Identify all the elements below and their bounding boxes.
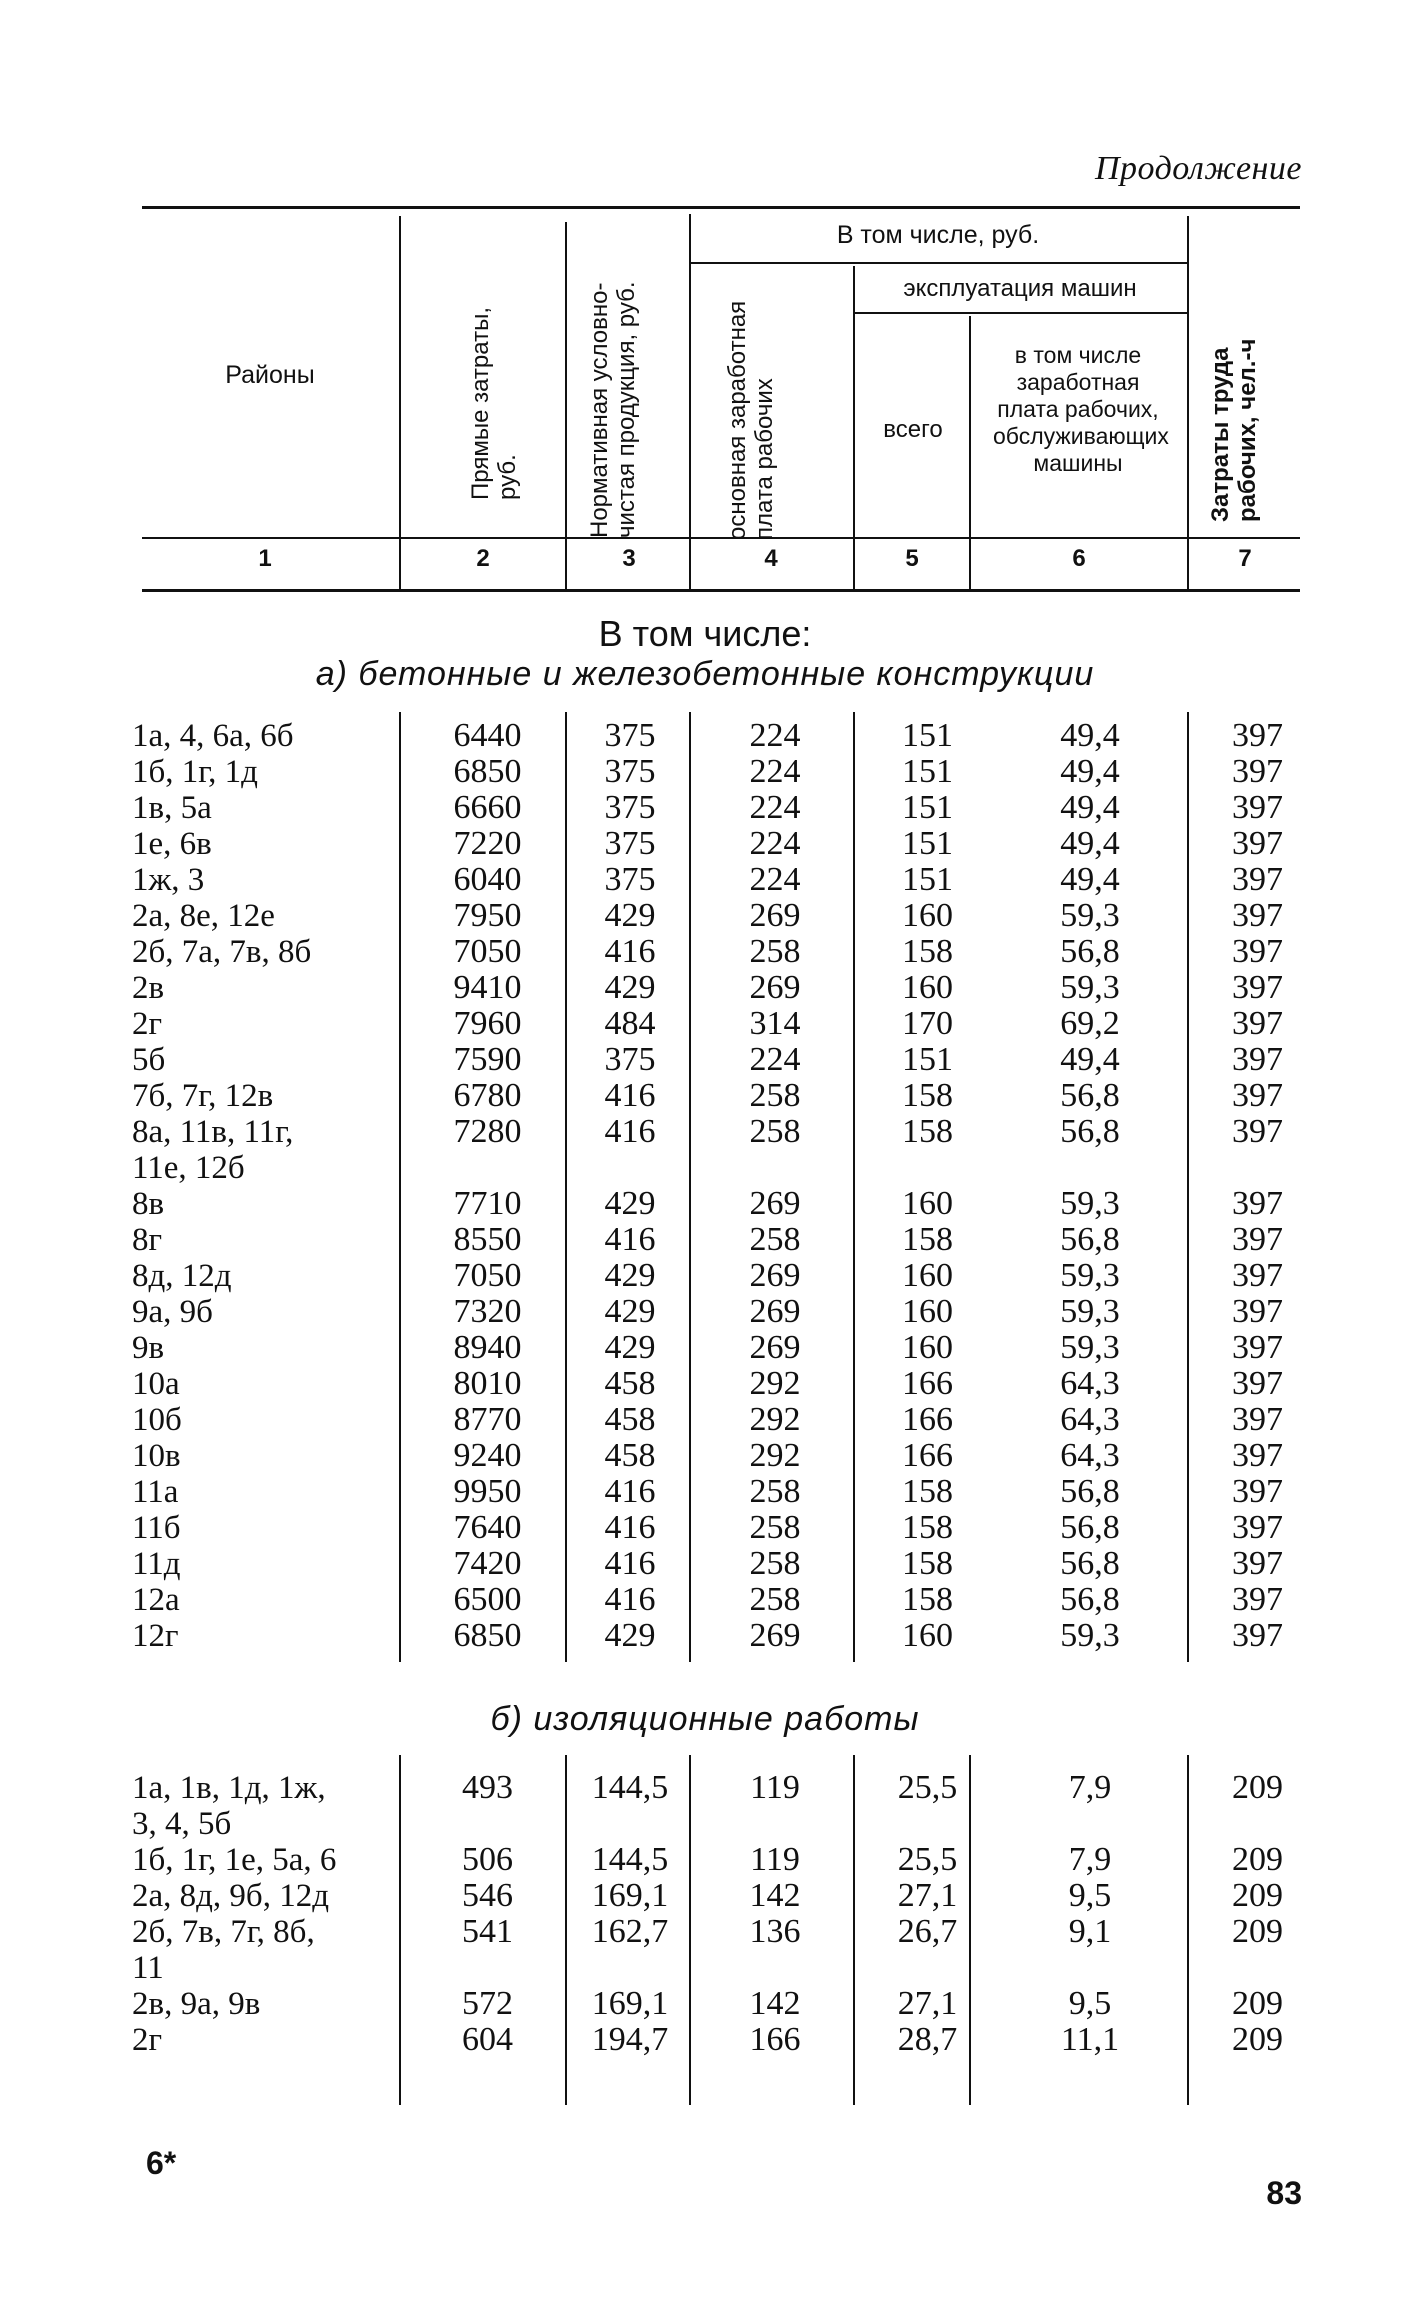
cell-labor-costs: 397	[1232, 1005, 1283, 1042]
cell-labor-costs: 209	[1232, 1841, 1283, 1878]
cell-labor-costs: 209	[1232, 2021, 1283, 2058]
table-row	[0, 1222, 1410, 1258]
cell-normative-product: 429	[604, 969, 656, 1006]
cell-direct-costs: 7320	[453, 1293, 522, 1330]
cell-district: 12а	[132, 1582, 180, 1618]
cell-normative-product: 375	[604, 825, 656, 862]
colnum-2: 2	[476, 545, 490, 572]
cell-machine-total: 170	[902, 1005, 953, 1042]
cell-normative-product: 416	[604, 1113, 656, 1150]
table-row	[0, 1618, 1410, 1654]
cell-normative-product: 144,5	[591, 1769, 669, 1806]
cell-base-wage: 166	[749, 2021, 801, 2058]
cell-labor-costs: 397	[1232, 1221, 1283, 1258]
cell-district: 1в, 5а	[132, 790, 212, 826]
cell-machine-total: 151	[902, 1041, 953, 1078]
cell-machine-wage: 59,3	[1060, 897, 1120, 934]
cell-normative-product: 429	[604, 1617, 656, 1654]
cell-machine-total: 27,1	[897, 1985, 958, 2022]
cell-machine-wage: 64,3	[1060, 1365, 1120, 1402]
cell-district: 2г	[132, 1006, 163, 1042]
table-row	[0, 1114, 1410, 1186]
cell-district: 2а, 8д, 9б, 12д	[132, 1878, 330, 1914]
cell-direct-costs: 7420	[453, 1545, 522, 1582]
header-machine-operation: эксплуатация машин	[903, 275, 1137, 302]
cell-base-wage: 224	[749, 717, 801, 754]
cell-machine-wage: 49,4	[1060, 717, 1120, 754]
cell-labor-costs: 209	[1232, 1769, 1283, 1806]
cell-base-wage: 258	[749, 1581, 801, 1618]
cell-district: 9в	[132, 1330, 165, 1366]
cell-normative-product: 458	[604, 1437, 656, 1474]
cell-labor-costs: 397	[1232, 933, 1283, 970]
cell-base-wage: 258	[749, 1221, 801, 1258]
cell-base-wage: 224	[749, 861, 801, 898]
cell-direct-costs: 7640	[453, 1509, 522, 1546]
page-number: 83	[1266, 2175, 1302, 2211]
cell-direct-costs: 6040	[453, 861, 522, 898]
cell-district: 8а, 11в, 11г, 11е, 12б	[132, 1114, 294, 1186]
cell-machine-wage: 59,3	[1060, 1185, 1120, 1222]
cell-base-wage: 142	[749, 1985, 801, 2022]
cell-base-wage: 224	[749, 753, 801, 790]
cell-normative-product: 375	[604, 1041, 656, 1078]
cell-labor-costs: 397	[1232, 969, 1283, 1006]
cell-normative-product: 484	[604, 1005, 656, 1042]
table-row	[0, 1986, 1410, 2022]
cell-district: 11а	[132, 1474, 179, 1510]
cell-district: 10б	[132, 1402, 182, 1438]
section-b-title: б) изоляционные работы	[490, 1700, 920, 1738]
cell-district: 2в, 9а, 9в	[132, 1986, 261, 2022]
cell-direct-costs: 9410	[453, 969, 522, 1006]
cell-machine-wage: 9,5	[1068, 1985, 1112, 2022]
cell-labor-costs: 397	[1232, 1077, 1283, 1114]
table-row	[0, 1878, 1410, 1914]
cell-district: 1а, 1в, 1д, 1ж, 3, 4, 5б	[132, 1770, 326, 1842]
cell-machine-wage: 59,3	[1060, 1257, 1120, 1294]
cell-labor-costs: 397	[1232, 825, 1283, 862]
cell-machine-wage: 69,2	[1060, 1005, 1120, 1042]
cell-district: 1а, 4, 6а, 6б	[132, 718, 294, 754]
cell-direct-costs: 7950	[453, 897, 522, 934]
table-row	[0, 1842, 1410, 1878]
cell-normative-product: 416	[604, 1509, 656, 1546]
cell-machine-total: 166	[902, 1437, 953, 1474]
table-row	[0, 1042, 1410, 1078]
cell-normative-product: 375	[604, 861, 656, 898]
cell-machine-total: 25,5	[897, 1769, 958, 1806]
cell-labor-costs: 397	[1232, 1401, 1283, 1438]
cell-machine-wage: 56,8	[1060, 1545, 1120, 1582]
table-row	[0, 1770, 1410, 1842]
cell-base-wage: 258	[749, 1545, 801, 1582]
header-vline-2	[565, 222, 567, 589]
cell-labor-costs: 397	[1232, 1581, 1283, 1618]
cell-machine-total: 160	[902, 1293, 953, 1330]
cell-normative-product: 169,1	[591, 1985, 669, 2022]
cell-base-wage: 292	[749, 1437, 801, 1474]
cell-district: 9а, 9б	[132, 1294, 213, 1330]
cell-base-wage: 224	[749, 789, 801, 826]
cell-direct-costs: 7590	[453, 1041, 522, 1078]
cell-direct-costs: 8770	[453, 1401, 522, 1438]
cell-labor-costs: 397	[1232, 897, 1283, 934]
table-row	[0, 1582, 1410, 1618]
cell-machine-wage: 59,3	[1060, 1293, 1120, 1330]
cell-normative-product: 429	[604, 1257, 656, 1294]
cell-normative-product: 144,5	[591, 1841, 669, 1878]
cell-district: 11б	[132, 1510, 181, 1546]
header-vline-5	[969, 316, 971, 589]
colnum-7: 7	[1238, 545, 1252, 572]
cell-labor-costs: 397	[1232, 1365, 1283, 1402]
table-row	[0, 1006, 1410, 1042]
cell-direct-costs: 9240	[453, 1437, 522, 1474]
table-row	[0, 898, 1410, 934]
cell-machine-total: 158	[902, 933, 953, 970]
cell-machine-total: 28,7	[897, 2021, 958, 2058]
cell-direct-costs: 6850	[453, 1617, 522, 1654]
cell-direct-costs: 546	[462, 1877, 513, 1914]
table-row	[0, 1402, 1410, 1438]
cell-machine-total: 166	[902, 1365, 953, 1402]
cell-labor-costs: 397	[1232, 1545, 1283, 1582]
cell-direct-costs: 7710	[453, 1185, 522, 1222]
table-row	[0, 1186, 1410, 1222]
cell-district: 11д	[132, 1546, 181, 1582]
cell-machine-total: 158	[902, 1221, 953, 1258]
cell-base-wage: 269	[749, 969, 801, 1006]
printer-signature: 6*	[146, 2145, 177, 2181]
cell-base-wage: 119	[750, 1841, 800, 1878]
cell-direct-costs: 8010	[453, 1365, 522, 1402]
cell-base-wage: 292	[749, 1401, 801, 1438]
cell-machine-wage: 9,1	[1068, 1913, 1112, 1950]
cell-machine-wage: 49,4	[1060, 1041, 1120, 1078]
cell-machine-total: 151	[902, 753, 953, 790]
cell-labor-costs: 397	[1232, 1185, 1283, 1222]
table-row	[0, 826, 1410, 862]
cell-normative-product: 194,7	[591, 2021, 669, 2058]
cell-machine-total: 160	[902, 969, 953, 1006]
cell-machine-wage: 64,3	[1060, 1437, 1120, 1474]
table-row	[0, 934, 1410, 970]
cell-normative-product: 162,7	[591, 1913, 669, 1950]
cell-normative-product: 416	[604, 933, 656, 970]
table-row	[0, 1914, 1410, 1986]
cell-machine-total: 160	[902, 1617, 953, 1654]
cell-direct-costs: 6780	[453, 1077, 522, 1114]
cell-normative-product: 416	[604, 1545, 656, 1582]
cell-machine-total: 25,5	[897, 1841, 958, 1878]
header-top-rule	[142, 206, 1300, 209]
cell-labor-costs: 397	[1232, 753, 1283, 790]
cell-labor-costs: 209	[1232, 1877, 1283, 1914]
cell-direct-costs: 7960	[453, 1005, 522, 1042]
cell-direct-costs: 604	[462, 2021, 513, 2058]
cell-district: 8г	[132, 1222, 163, 1258]
colnum-1: 1	[258, 545, 272, 572]
cell-machine-total: 151	[902, 861, 953, 898]
cell-normative-product: 429	[604, 1185, 656, 1222]
cell-labor-costs: 397	[1232, 861, 1283, 898]
continuation-label: Продолжение	[1094, 150, 1302, 187]
cell-base-wage: 258	[749, 1113, 801, 1150]
cell-base-wage: 224	[749, 1041, 801, 1078]
cell-district: 5б	[132, 1042, 166, 1078]
cell-normative-product: 416	[604, 1077, 656, 1114]
cell-district: 2б, 7а, 7в, 8б	[132, 934, 312, 970]
cell-direct-costs: 9950	[453, 1473, 522, 1510]
cell-machine-total: 151	[902, 789, 953, 826]
cell-machine-total: 166	[902, 1401, 953, 1438]
cell-district: 2а, 8е, 12е	[132, 898, 275, 934]
cell-base-wage: 258	[749, 933, 801, 970]
table-row	[0, 1078, 1410, 1114]
cell-direct-costs: 6850	[453, 753, 522, 790]
table-row	[0, 1330, 1410, 1366]
cell-direct-costs: 506	[462, 1841, 513, 1878]
cell-normative-product: 458	[604, 1401, 656, 1438]
cell-machine-total: 158	[902, 1077, 953, 1114]
cell-base-wage: 224	[749, 825, 801, 862]
cell-machine-wage: 9,5	[1068, 1877, 1112, 1914]
cell-direct-costs: 6660	[453, 789, 522, 826]
cell-base-wage: 136	[749, 1913, 801, 1950]
cell-machine-wage: 11,1	[1060, 2021, 1120, 2058]
cell-normative-product: 416	[604, 1221, 656, 1258]
cell-normative-product: 429	[604, 1329, 656, 1366]
cell-base-wage: 269	[749, 1293, 801, 1330]
table-row	[0, 1438, 1410, 1474]
cell-district: 12г	[132, 1618, 179, 1654]
cell-normative-product: 375	[604, 753, 656, 790]
cell-labor-costs: 397	[1232, 1329, 1283, 1366]
cell-normative-product: 429	[604, 897, 656, 934]
cell-machine-wage: 59,3	[1060, 1329, 1120, 1366]
cell-direct-costs: 7280	[453, 1113, 522, 1150]
cell-machine-wage: 49,4	[1060, 789, 1120, 826]
table-row	[0, 790, 1410, 826]
cell-district: 2г	[132, 2022, 163, 2058]
cell-machine-total: 158	[902, 1581, 953, 1618]
cell-direct-costs: 6440	[453, 717, 522, 754]
cell-district: 10а	[132, 1366, 180, 1402]
cell-normative-product: 458	[604, 1365, 656, 1402]
header-total: всего	[883, 416, 943, 443]
cell-direct-costs: 541	[462, 1913, 513, 1950]
table-row	[0, 1366, 1410, 1402]
cell-labor-costs: 397	[1232, 1473, 1283, 1510]
cell-base-wage: 258	[749, 1473, 801, 1510]
cell-machine-wage: 7,9	[1068, 1841, 1112, 1878]
header-labor-costs: Затраты труда рабочих, чел.-ч	[1207, 338, 1261, 522]
cell-machine-total: 27,1	[897, 1877, 958, 1914]
table-row	[0, 1258, 1410, 1294]
cell-district: 1б, 1г, 1е, 5а, 6	[132, 1842, 337, 1878]
header-base-wage: основная заработная плата рабочих	[724, 300, 778, 540]
cell-machine-wage: 56,8	[1060, 1113, 1120, 1150]
cell-machine-wage: 64,3	[1060, 1401, 1120, 1438]
table-row	[0, 1510, 1410, 1546]
cell-normative-product: 375	[604, 789, 656, 826]
cell-machine-wage: 56,8	[1060, 933, 1120, 970]
cell-direct-costs: 493	[462, 1769, 513, 1806]
cell-labor-costs: 397	[1232, 1293, 1283, 1330]
cell-labor-costs: 209	[1232, 1985, 1283, 2022]
cell-normative-product: 169,1	[591, 1877, 669, 1914]
table-row	[0, 1294, 1410, 1330]
cell-direct-costs: 8550	[453, 1221, 522, 1258]
table-row	[0, 970, 1410, 1006]
cell-base-wage: 269	[749, 1185, 801, 1222]
table-row	[0, 718, 1410, 754]
cell-base-wage: 314	[749, 1005, 801, 1042]
cell-base-wage: 269	[749, 897, 801, 934]
cell-machine-total: 151	[902, 717, 953, 754]
header-machine-wage: в том числе заработная плата рабочих, обслуживающих машины	[993, 342, 1169, 476]
cell-machine-total: 158	[902, 1509, 953, 1546]
header-vline-4	[853, 266, 855, 589]
cell-base-wage: 269	[749, 1617, 801, 1654]
cell-direct-costs: 7220	[453, 825, 522, 862]
cell-labor-costs: 209	[1232, 1913, 1283, 1950]
header-group-incl: В том числе, руб.	[836, 221, 1040, 249]
cell-base-wage: 269	[749, 1257, 801, 1294]
cell-district: 2в	[132, 970, 165, 1006]
group-rule	[689, 262, 1187, 264]
cell-labor-costs: 397	[1232, 1257, 1283, 1294]
cell-machine-wage: 49,4	[1060, 825, 1120, 862]
cell-base-wage: 119	[750, 1769, 800, 1806]
cell-machine-wage: 56,8	[1060, 1509, 1120, 1546]
cell-machine-wage: 7,9	[1068, 1769, 1112, 1806]
section-a-pre: В том числе:	[598, 613, 812, 654]
cell-labor-costs: 397	[1232, 1509, 1283, 1546]
table-body-insulation	[0, 1770, 1410, 2058]
cell-direct-costs: 7050	[453, 1257, 522, 1294]
table-row	[0, 754, 1410, 790]
table-row	[0, 2022, 1410, 2058]
cell-base-wage: 292	[749, 1365, 801, 1402]
colnum-5: 5	[905, 545, 919, 572]
cell-labor-costs: 397	[1232, 1041, 1283, 1078]
cell-machine-total: 151	[902, 825, 953, 862]
cell-labor-costs: 397	[1232, 1617, 1283, 1654]
cell-normative-product: 416	[604, 1581, 656, 1618]
cell-base-wage: 258	[749, 1509, 801, 1546]
cell-labor-costs: 397	[1232, 789, 1283, 826]
cell-district: 2б, 7в, 7г, 8б, 11	[132, 1914, 315, 1986]
cell-district: 1б, 1г, 1д	[132, 754, 258, 790]
subgroup-rule	[853, 312, 1187, 314]
colnum-4: 4	[764, 545, 778, 572]
cell-machine-total: 160	[902, 897, 953, 934]
cell-machine-wage: 56,8	[1060, 1581, 1120, 1618]
header-districts: Районы	[225, 361, 315, 389]
colnum-3: 3	[622, 545, 636, 572]
cell-labor-costs: 397	[1232, 717, 1283, 754]
section-a-title: а) бетонные и железобетонные конструкции	[315, 655, 1095, 693]
cell-machine-wage: 49,4	[1060, 753, 1120, 790]
cell-district: 10в	[132, 1438, 181, 1474]
cell-machine-wage: 49,4	[1060, 861, 1120, 898]
cell-machine-total: 158	[902, 1473, 953, 1510]
header-normative-product: Нормативная условно-чистая продукция, руб.	[586, 281, 640, 538]
cell-district: 7б, 7г, 12в	[132, 1078, 274, 1114]
column-numbers-rule	[142, 589, 1300, 592]
cell-labor-costs: 397	[1232, 1113, 1283, 1150]
cell-normative-product: 375	[604, 717, 656, 754]
cell-direct-costs: 8940	[453, 1329, 522, 1366]
cell-machine-wage: 59,3	[1060, 1617, 1120, 1654]
cell-machine-wage: 56,8	[1060, 1077, 1120, 1114]
cell-normative-product: 416	[604, 1473, 656, 1510]
header-direct-costs: Прямые затраты, руб.	[467, 307, 521, 500]
cell-machine-total: 26,7	[897, 1913, 958, 1950]
table-row	[0, 862, 1410, 898]
cell-direct-costs: 572	[462, 1985, 513, 2022]
table-body-concrete	[0, 718, 1410, 1654]
table-row	[0, 1474, 1410, 1510]
table-row	[0, 1546, 1410, 1582]
cell-normative-product: 429	[604, 1293, 656, 1330]
header-bottom-rule	[142, 537, 1300, 539]
cell-machine-wage: 59,3	[1060, 969, 1120, 1006]
cell-district: 1ж, 3	[132, 862, 205, 898]
cell-machine-wage: 56,8	[1060, 1221, 1120, 1258]
header-vline-1	[399, 216, 401, 589]
cell-base-wage: 269	[749, 1329, 801, 1366]
cell-machine-total: 158	[902, 1113, 953, 1150]
cell-machine-total: 158	[902, 1545, 953, 1582]
cell-district: 1е, 6в	[132, 826, 212, 862]
cell-machine-total: 160	[902, 1329, 953, 1366]
cell-base-wage: 142	[749, 1877, 801, 1914]
cell-base-wage: 258	[749, 1077, 801, 1114]
cell-machine-wage: 56,8	[1060, 1473, 1120, 1510]
cell-labor-costs: 397	[1232, 1437, 1283, 1474]
header-vline-3	[689, 214, 691, 589]
header-vline-6	[1187, 216, 1189, 589]
cell-district: 8в	[132, 1186, 165, 1222]
colnum-6: 6	[1072, 545, 1086, 572]
cell-machine-total: 160	[902, 1257, 953, 1294]
cell-machine-total: 160	[902, 1185, 953, 1222]
cell-direct-costs: 7050	[453, 933, 522, 970]
cell-direct-costs: 6500	[453, 1581, 522, 1618]
cell-district: 8д, 12д	[132, 1258, 232, 1294]
